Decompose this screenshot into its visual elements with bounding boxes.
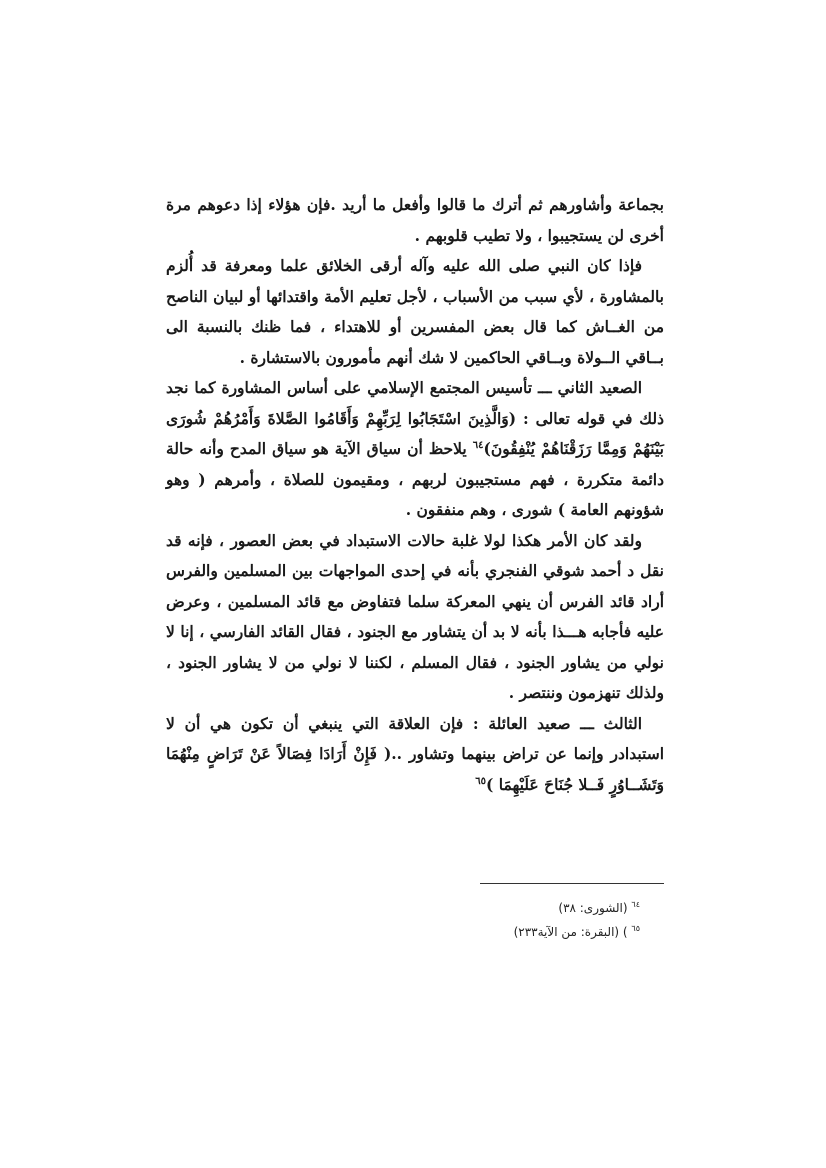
footnote-65	[340, 920, 640, 944]
footnotes	[340, 896, 640, 944]
paragraph-3-close: )	[483, 439, 491, 458]
main-text	[166, 190, 664, 800]
footnote-64	[340, 896, 640, 920]
footnote-text: ) (البقرة: من الآية٢٣٣)	[513, 925, 628, 939]
footnote-ref-65[interactable]: ٦٥	[475, 775, 487, 787]
paragraph-4: ولقد كان الأمر هكذا لولا غلبة حالات الاستبداد في بعض العصور ، فإنه قد نقل د أحمد شوقي الفنجري بأنه في إحدى المواجهات بين المسلمين والفرس أراد قائد الفرس أن ينهي المعركة سلما فتفاوض مع قائد المسلمين ، وعرض عليه فأجابه هـــذا بأنه لا بد أن يتشاور مع الجنود ، فقال القائد الفارسي ، إنا لا نولي من يشاور الجنود ، فقال المسلم ، لكننا لا نولي من لا يشاور الجنود ، ولذلك تنهزمون وننتصر .	[166, 530, 664, 702]
paragraph-2: فإذا كان النبي صلى الله عليه وآله أرقى الخلائق علما ومعرفة قد أُلزم بالمشاورة ، لأي سبب من الأسباب ، لأجل تعليم الأمة واقتدائها أو لبيان الناصح من الغــاش كما قال بعض المفسرين أو للاهتداء ، فما ظنك بالنسبة الى بــاقي الــولاة وبــاقي الحاكمين لا شك أنهم مأمورون بالاستشارة .	[166, 256, 664, 367]
footnote-number: ٦٥	[631, 924, 640, 933]
paragraph-5-close: )	[486, 774, 494, 794]
footnote-number: ٦٤	[631, 900, 640, 909]
quran-verse-baqara: فَإِنْ أَرَادَا فِصَالاً عَنْ تَرَاضٍ مِنْهُمَا وَتَشَــاوُرٍ فَــلا جُنَاحَ عَلَيْهِمَا	[166, 744, 664, 794]
footnote-ref-64[interactable]: ٦٤	[472, 439, 484, 451]
paragraph-3-rest: يلاحظ أن سياق الآية هو سياق المدح وأنه حالة دائمة متكررة ، فهم مستجيبون لربهم ، ومقيمون للصلاة ، وأمرهم ( وهو شؤونهم العامة ) شورى ، وهم منفقون .	[166, 439, 664, 519]
paragraph-5	[166, 709, 664, 801]
quran-verse-shura: وَالَّذِينَ اسْتَجَابُوا لِرَبِّهِمْ وَأَقَامُوا الصَّلاةَ وَأَمْرُهُمْ شُورَى بَيْنَهُمْ وَمِمَّا رَزَقْنَاهُمْ يُنْفِقُونَ	[166, 408, 664, 458]
footnote-text: (الشورى: ٣٨)	[558, 901, 628, 915]
paragraph-3	[166, 373, 664, 526]
paragraph-5-intro: الثالث ـــ صعيد العائلة : فإن العلاقة التي ينبغي أن تكون هي أن لا استبدادر وإنما عن تراض بينهما وتشاور ..(	[166, 713, 665, 763]
paragraph-3-intro: الصعيد الثاني ـــ تأسيس المجتمع الإسلامي على أساس المشاورة كما نجد ذلك في قوله تعالى : (	[166, 378, 664, 428]
paragraph-1: بجماعة وأشاورهم ثم أترك ما قالوا وأفعل ما أريد .فإن هؤلاء إذا دعوهم مرة أخرى لن يستجيبوا ، ولا تطيب قلوبهم .	[166, 195, 664, 245]
footnote-separator	[480, 883, 664, 884]
